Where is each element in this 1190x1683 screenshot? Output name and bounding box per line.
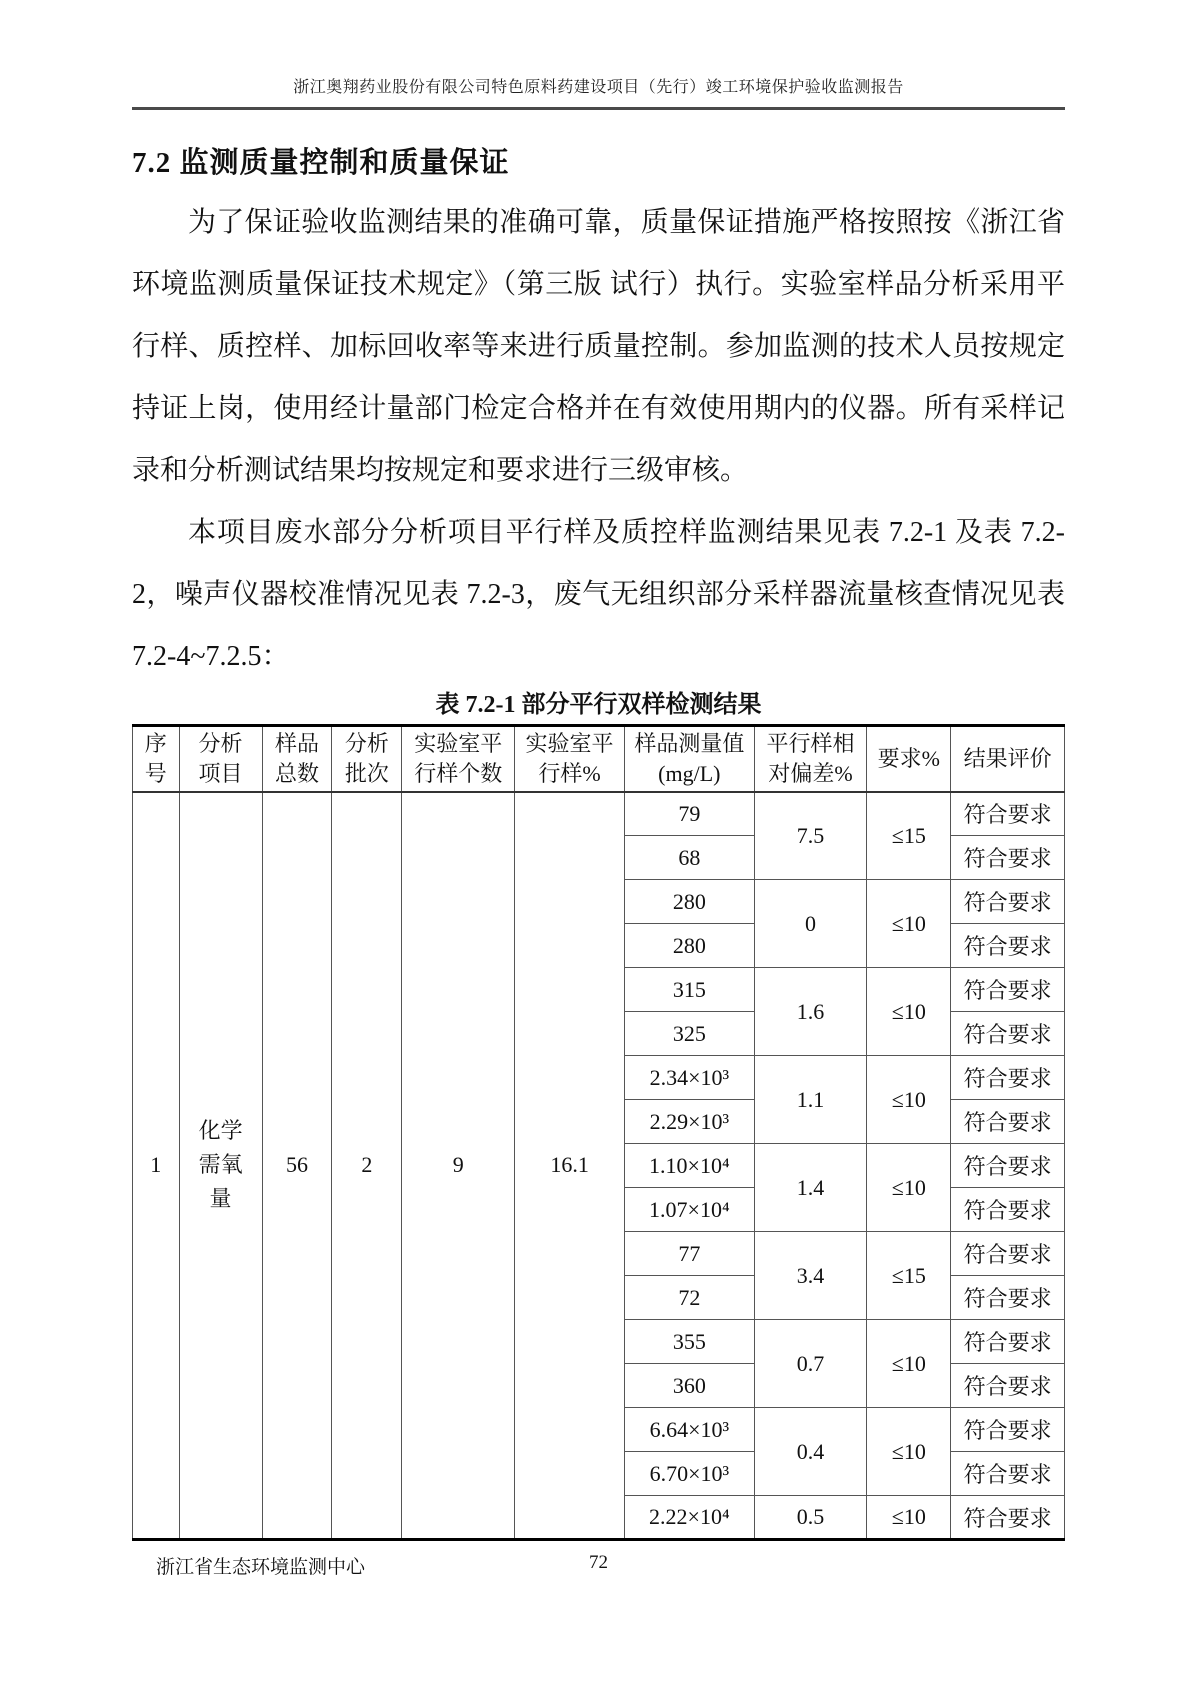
measured-value-cell: 6.70×10³ xyxy=(625,1452,755,1496)
evaluation-cell: 符合要求 xyxy=(951,1188,1065,1232)
deviation-cell: 1.4 xyxy=(754,1144,867,1232)
seq-cell: 1 xyxy=(133,792,180,1540)
table-header-row xyxy=(133,726,1065,792)
evaluation-cell: 符合要求 xyxy=(951,792,1065,836)
col-header-relative-deviation: 平行样相 对偏差% xyxy=(754,726,867,792)
col-header-requirement: 要求% xyxy=(867,726,951,792)
footer-organization: 浙江省生态环境监测中心 xyxy=(156,1557,366,1578)
col-header-parallel-percent: 实验室平 行样% xyxy=(515,726,625,792)
col-header-evaluation: 结果评价 xyxy=(951,726,1065,792)
paragraph-qa-measures: 为了保证验收监测结果的准确可靠，质量保证措施严格按照按《浙江省环境监测质量保证技术规定》（第三版 试行）执行。实验室样品分析采用平行样、质控样、加标回收率等来进行质量控制。参加监测的技术人员按规定持证上岗，使用经计量部门检定合格并在有效使用期内的仪器。所有采样记录和分析测试结果均按规定和要求进行三级审核。 xyxy=(132,207,1065,486)
table-row xyxy=(133,792,1065,836)
requirement-cell: ≤10 xyxy=(867,1056,951,1144)
requirement-cell: ≤15 xyxy=(867,1232,951,1320)
measured-value-cell: 77 xyxy=(625,1232,755,1276)
col-header-analysis-item: 分析 项目 xyxy=(179,726,262,792)
measured-value-cell: 2.29×10³ xyxy=(625,1100,755,1144)
col-header-seq: 序 号 xyxy=(133,726,180,792)
evaluation-cell: 符合要求 xyxy=(951,1144,1065,1188)
requirement-cell: ≤15 xyxy=(867,792,951,880)
measured-value-cell: 1.07×10⁴ xyxy=(625,1188,755,1232)
col-header-batch-count: 分析 批次 xyxy=(332,726,402,792)
col-header-measured-value: 样品测量值 (mg/L) xyxy=(625,726,755,792)
evaluation-cell: 符合要求 xyxy=(951,968,1065,1012)
evaluation-cell: 符合要求 xyxy=(951,880,1065,924)
measured-value-cell: 315 xyxy=(625,968,755,1012)
requirement-cell: ≤10 xyxy=(867,1496,951,1540)
evaluation-cell: 符合要求 xyxy=(951,1452,1065,1496)
deviation-cell: 1.1 xyxy=(754,1056,867,1144)
measured-value-cell: 360 xyxy=(625,1364,755,1408)
evaluation-cell: 符合要求 xyxy=(951,1056,1065,1100)
measured-value-cell: 72 xyxy=(625,1276,755,1320)
measured-value-cell: 1.10×10⁴ xyxy=(625,1144,755,1188)
page-footer xyxy=(132,1552,1065,1578)
measured-value-cell: 79 xyxy=(625,792,755,836)
deviation-cell: 0.5 xyxy=(754,1496,867,1540)
measured-value-cell: 2.22×10⁴ xyxy=(625,1496,755,1540)
evaluation-cell: 符合要求 xyxy=(951,1496,1065,1540)
section-heading: 7.2 监测质量控制和质量保证 xyxy=(132,147,510,179)
measured-value-cell: 280 xyxy=(625,880,755,924)
table-title: 表 7.2-1 部分平行双样检测结果 xyxy=(435,692,762,718)
requirement-cell: ≤10 xyxy=(867,968,951,1056)
page-number: 72 xyxy=(589,1552,608,1573)
sample-total-cell: 56 xyxy=(262,792,332,1540)
deviation-cell: 1.6 xyxy=(754,968,867,1056)
col-header-parallel-count: 实验室平 行样个数 xyxy=(402,726,515,792)
qc-results-table xyxy=(132,724,1065,1541)
deviation-cell: 0.7 xyxy=(754,1320,867,1408)
evaluation-cell: 符合要求 xyxy=(951,1012,1065,1056)
deviation-cell: 3.4 xyxy=(754,1232,867,1320)
col-header-sample-total: 样品 总数 xyxy=(262,726,332,792)
evaluation-cell: 符合要求 xyxy=(951,836,1065,880)
requirement-cell: ≤10 xyxy=(867,880,951,968)
running-header: 浙江奥翔药业股份有限公司特色原料药建设项目（先行）竣工环境保护验收监测报告 xyxy=(293,79,904,96)
requirement-cell: ≤10 xyxy=(867,1408,951,1496)
measured-value-cell: 325 xyxy=(625,1012,755,1056)
analysis-item-cell: 化学需氧量 xyxy=(179,792,262,1540)
deviation-cell: 0 xyxy=(754,880,867,968)
evaluation-cell: 符合要求 xyxy=(951,1100,1065,1144)
measured-value-cell: 2.34×10³ xyxy=(625,1056,755,1100)
evaluation-cell: 符合要求 xyxy=(951,1276,1065,1320)
requirement-cell: ≤10 xyxy=(867,1144,951,1232)
header-divider xyxy=(132,107,1065,110)
measured-value-cell: 280 xyxy=(625,924,755,968)
evaluation-cell: 符合要求 xyxy=(951,1408,1065,1452)
evaluation-cell: 符合要求 xyxy=(951,1320,1065,1364)
parallel-percent-cell: 16.1 xyxy=(515,792,625,1540)
requirement-cell: ≤10 xyxy=(867,1320,951,1408)
measured-value-cell: 355 xyxy=(625,1320,755,1364)
evaluation-cell: 符合要求 xyxy=(951,924,1065,968)
measured-value-cell: 6.64×10³ xyxy=(625,1408,755,1452)
deviation-cell: 7.5 xyxy=(754,792,867,880)
measured-value-cell: 68 xyxy=(625,836,755,880)
evaluation-cell: 符合要求 xyxy=(951,1364,1065,1408)
parallel-count-cell: 9 xyxy=(402,792,515,1540)
paragraph-table-references: 本项目废水部分分析项目平行样及质控样监测结果见表 7.2-1 及表 7.2-2，噪声仪器校准情况见表 7.2-3，废气无组织部分采样器流量核查情况见表 7.2-4~7.2.5： xyxy=(132,517,1065,672)
batch-count-cell: 2 xyxy=(332,792,402,1540)
deviation-cell: 0.4 xyxy=(754,1408,867,1496)
evaluation-cell: 符合要求 xyxy=(951,1232,1065,1276)
